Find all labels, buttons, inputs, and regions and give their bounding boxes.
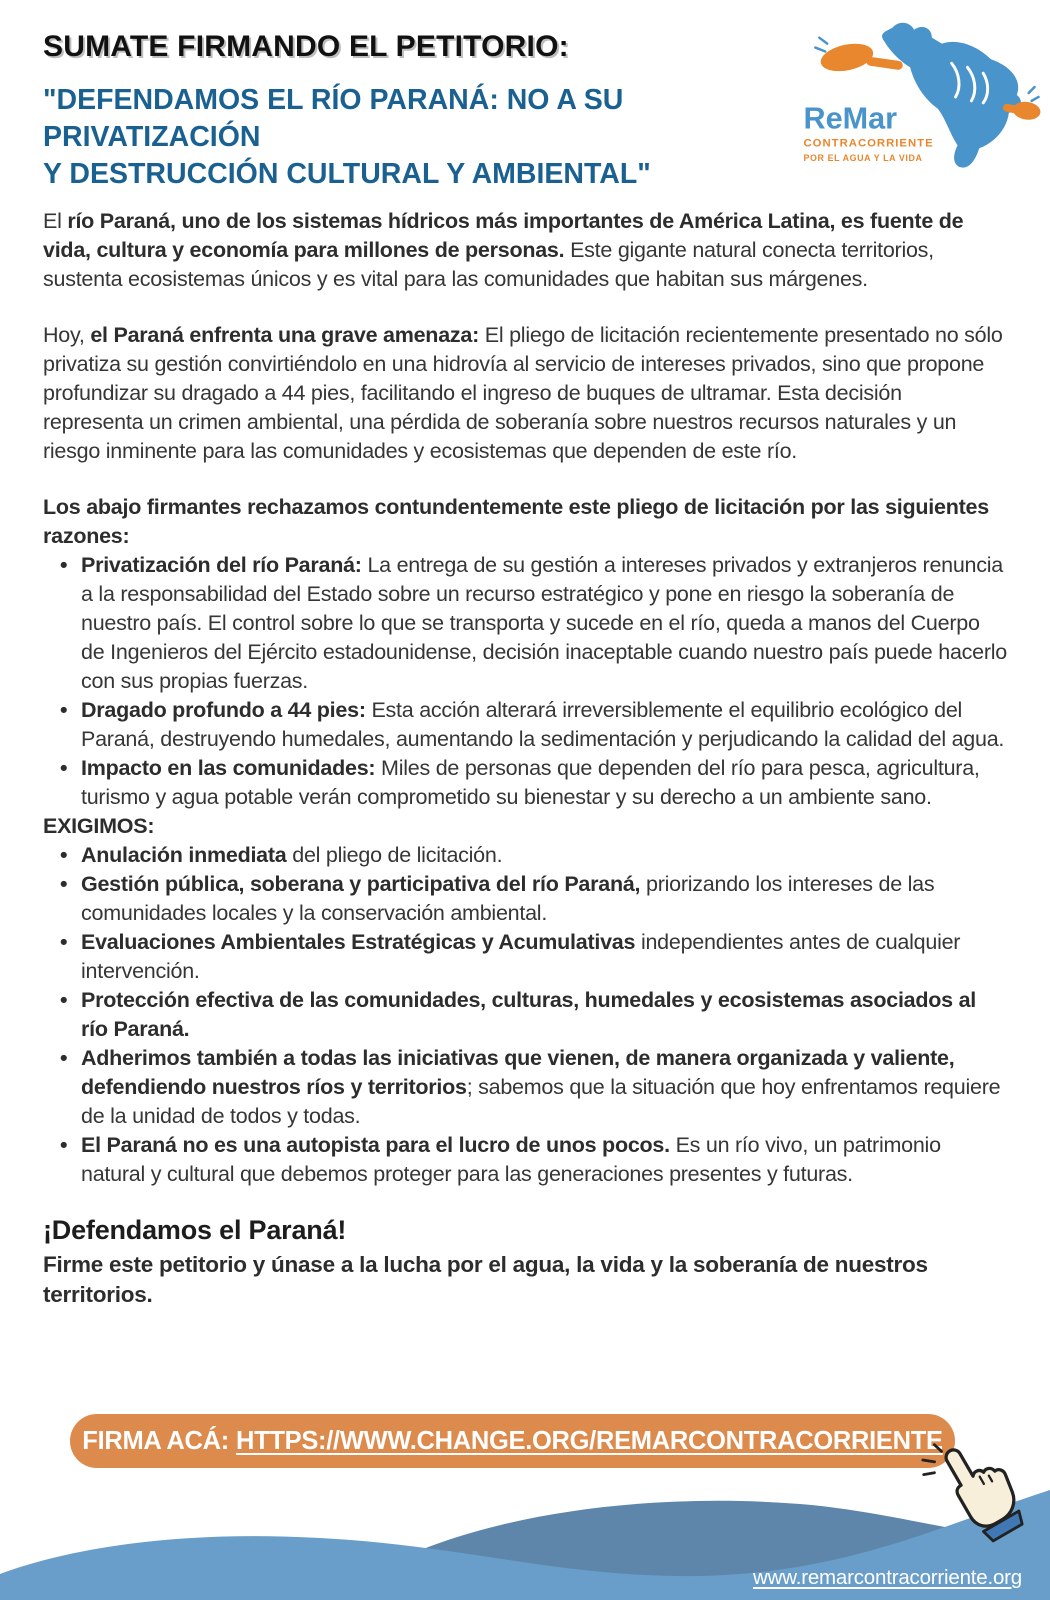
demand-public-management-text: priorizando los intereses de las comunidades locales y la conservación ambiental.: [81, 872, 935, 925]
page-kicker: SUMATE FIRMANDO EL PETITORIO:: [43, 30, 569, 63]
reason-privatization-bold: Privatización del río Paraná:: [81, 553, 362, 577]
demand-annulment-bold: Anulación inmediata: [81, 843, 287, 867]
intro-p1-rest: Este gigante natural conecta territorios, sustenta ecosistemas únicos y es vital para las comunidades que habitan sus márgenes.: [43, 238, 934, 291]
list-item: [81, 1044, 1007, 1131]
demand-not-highway-bold: El Paraná no es una autopista para el lucro de unos pocos.: [81, 1133, 670, 1157]
demands-list: [43, 841, 1007, 1189]
reason-dredging-text: Esta acción alterará irreversiblemente el equilibrio ecológico del Paraná, destruyendo humedales, aumentando la sedimentación y perjudicando la calidad del agua.: [81, 698, 1005, 751]
intro-paragraph-1: [43, 207, 1007, 294]
demand-public-management-bold: Gestión pública, soberana y participativa del río Paraná,: [81, 872, 641, 896]
list-item: [81, 551, 1007, 696]
demand-evaluations-bold: Evaluaciones Ambientales Estratégicas y Acumulativas: [81, 930, 636, 954]
footer-website-link[interactable]: www.remarcontracorriente.org: [753, 1566, 1022, 1589]
demand-not-highway-text: Es un río vivo, un patrimonio natural y cultural que debemos proteger para las generaciones presentes y futuras.: [81, 1133, 941, 1186]
list-item: [81, 870, 1007, 928]
list-item: [81, 928, 1007, 986]
reason-communities-bold: Impacto en las comunidades:: [81, 756, 376, 780]
page-title-line2: Y DESTRUCCIÓN CULTURAL Y AMBIENTAL": [43, 158, 651, 190]
reason-dredging-bold: Dragado profundo a 44 pies:: [81, 698, 366, 722]
sign-petition-button[interactable]: [70, 1414, 955, 1468]
demand-initiatives-bold: Adherimos también a todas las iniciativas que vienen, de manera organizada y valiente, defendiendo nuestros ríos y territorios: [81, 1046, 955, 1099]
cta-petition-url[interactable]: HTTPS://WWW.CHANGE.ORG/REMARCONTRACORRIENTE: [235, 1426, 943, 1455]
logo-wordmark: ReMar: [803, 101, 898, 136]
reason-privatization-text: La entrega de su gestión a intereses privados y extranjeros renuncia a la responsabilidad del Estado sobre un recurso estratégico y pone en riesgo la soberanía de nuestro país. El control sobre lo que se transporta y sucede en el río, queda a manos del Cuerpo de Ingenieros del Ejército estadounidense, decisión inaceptable cuando nuestro país puede hacerlo con sus propias fuerzas.: [81, 553, 1008, 693]
outro-text: Firme este petitorio y únase a la lucha por el agua, la vida y la soberanía de nuestros territorios.: [43, 1252, 928, 1307]
intro-p1-bold: río Paraná, uno de los sistemas hídricos más importantes de América Latina, es fuente de vida, cultura y economía para millones de personas.: [43, 209, 964, 262]
list-item: [81, 841, 1007, 870]
page-title-line1: "DEFENDAMOS EL RÍO PARANÁ: NO A SU PRIVATIZACIÓN: [43, 84, 624, 153]
intro-p1-lead: El: [43, 209, 68, 233]
reasons-heading: Los abajo firmantes rechazamos contundentemente este pliego de licitación por las siguientes razones:: [43, 495, 989, 548]
reasons-list: [43, 551, 1007, 812]
list-item: [81, 754, 1007, 812]
demands-heading: EXIGIMOS:: [43, 814, 155, 838]
logo-tagline-2: POR EL AGUA Y LA VIDA: [803, 153, 923, 164]
intro-p2-rest: El pliego de licitación recientemente presentado no sólo privatiza su gestión convirtiéndolo en una hidrovía al servicio de intereses privados, sino que propone profundizar su dragado a 44 pies, facilitando el ingreso de buques de ultramar. Esta decisión representa un crimen ambiental, una pérdida de soberanía sobre nuestros recursos naturales y un riesgo inminente para las comunidades y ecosistemas que dependen de este río.: [43, 323, 1003, 463]
demand-evaluations-text: independientes antes de cualquier intervención.: [81, 930, 961, 983]
click-hand-icon: [905, 1428, 1030, 1563]
cta-label: FIRMA ACÁ:: [82, 1426, 229, 1455]
demand-protection-bold: Protección efectiva de las comunidades, culturas, humedales y ecosistemas asociados al río Paraná.: [81, 988, 977, 1041]
reason-communities-text: Miles de personas que dependen del río para pesca, agricultura, turismo y agua potable verán comprometido su bienestar y su derecho a un ambiente sano.: [81, 756, 980, 809]
list-item: [81, 1131, 1007, 1189]
outro-heading: ¡Defendamos el Paraná!: [43, 1215, 347, 1245]
list-item: [81, 986, 1007, 1044]
intro-p2-lead: Hoy,: [43, 323, 91, 347]
intro-p2-bold: el Paraná enfrenta una grave amenaza:: [90, 323, 480, 347]
list-item: [81, 696, 1007, 754]
demand-initiatives-text: ; sabemos que la situación que hoy enfrentamos requiere de la unidad de todos y todas.: [81, 1075, 1001, 1128]
page-title: [43, 82, 833, 193]
logo-tagline-1: CONTRACORRIENTE: [803, 137, 934, 150]
intro-paragraph-2: [43, 321, 1007, 466]
demand-annulment-text: del pliego de licitación.: [286, 843, 503, 867]
